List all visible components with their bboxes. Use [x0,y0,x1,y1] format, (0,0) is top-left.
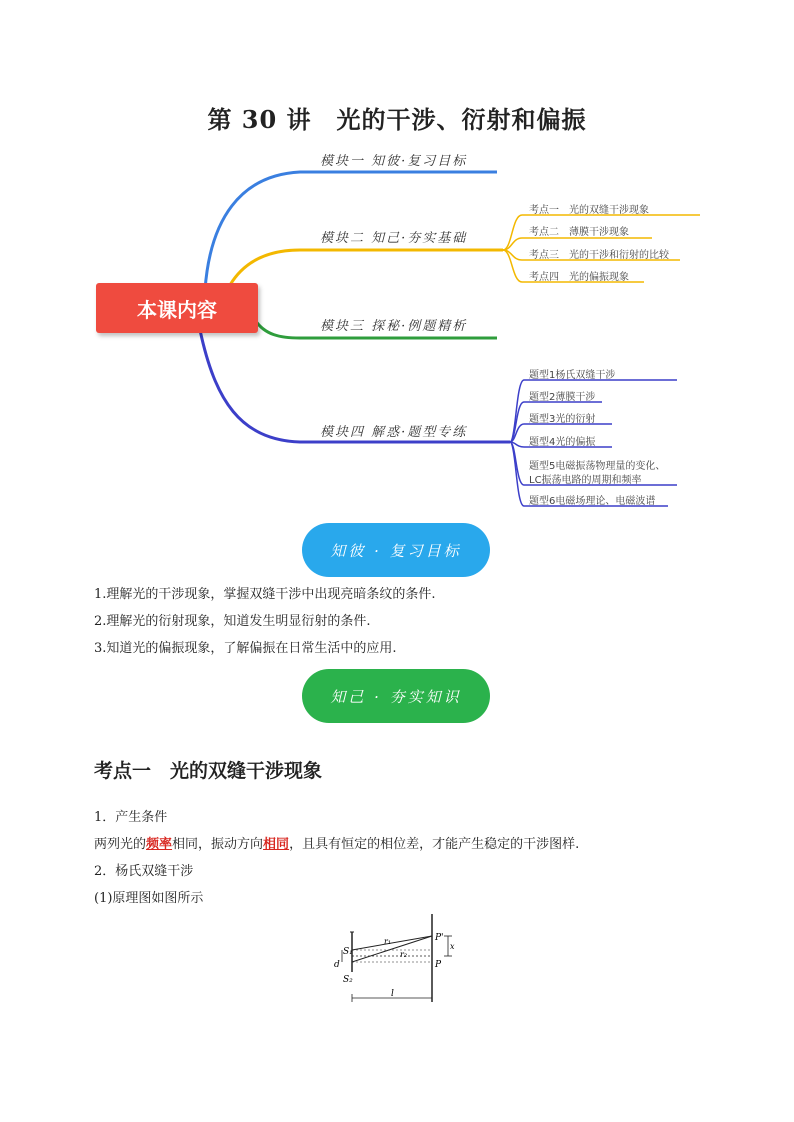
page-title: 第 30 讲 光的干涉、衍射和偏振 [207,105,587,134]
text-fragment: 相同，振动方向 [172,837,264,852]
tixing-item: 题型4光的偏振 [529,437,596,448]
label-P: P [435,960,442,970]
label-S2: S₂ [343,975,353,985]
kaodian-item: 考点四 光的偏振现象 [529,272,629,283]
tixing-item: 题型6电磁场理论、电磁波谱 [529,496,656,507]
label-x: x [450,942,455,951]
label-l: l [391,989,394,999]
kaodian-item: 考点一 光的双缝干涉现象 [529,205,649,216]
kaodian-item: 考点二 薄膜干涉现象 [529,227,629,238]
branch-module-2: 模块二 知己·夯实基础 [320,231,468,246]
label-P-prime: P' [435,933,444,943]
section-pill-basic-knowledge: 知己 · 夯实知识 [302,669,490,723]
text-fragment: ，且具有恒定的相位差，才能产生稳定的干涉图样. [289,837,580,852]
label-r2: r₂ [400,950,408,959]
kaodian-item: 考点三 光的干涉和衍射的比较 [529,250,669,261]
branch-module-4: 模块四 解惑·题型专练 [320,425,468,440]
branch-module-1: 模块一 知彼·复习目标 [320,154,468,169]
branch-module-3: 模块三 探秘·例题精析 [320,319,468,334]
double-slit-diagram [330,910,470,1010]
tixing-item: 题型5电磁振荡物理量的变化、 [529,461,666,472]
text-fragment: 两列光的 [94,837,147,852]
kaodian-heading: 考点一 光的双缝干涉现象 [94,760,323,782]
subheading-young: 2．杨氏双缝干涉 [94,864,194,879]
goal-item-1: 1.理解光的干涉现象，掌握双缝干涉中出现亮暗条纹的条件. [94,587,436,602]
tixing-item: 题型3光的衍射 [529,414,596,425]
tixing-item: 题型1杨氏双缝干涉 [529,370,616,381]
condition-text [94,833,579,852]
goal-item-3: 3.知道光的偏振现象，了解偏振在日常生活中的应用. [94,641,397,656]
label-S1: S₁ [343,947,353,957]
keyword-frequency: 频率 [146,837,173,852]
label-r1: r₁ [384,937,392,946]
keyword-same: 相同 [263,837,290,852]
section-pill-review-goals: 知彼 · 复习目标 [302,523,490,577]
mindmap-center: 本课内容 [96,283,258,333]
subheading-condition: 1．产生条件 [94,810,168,825]
tixing-item: 题型2薄膜干涉 [529,392,596,403]
goal-item-2: 2.理解光的衍射现象，知道发生明显衍射的条件. [94,614,371,629]
label-d: d [334,960,340,970]
tixing-item: LC振荡电路的周期和频率 [529,475,642,486]
subheading-principle: (1)原理图如图所示 [94,891,204,906]
